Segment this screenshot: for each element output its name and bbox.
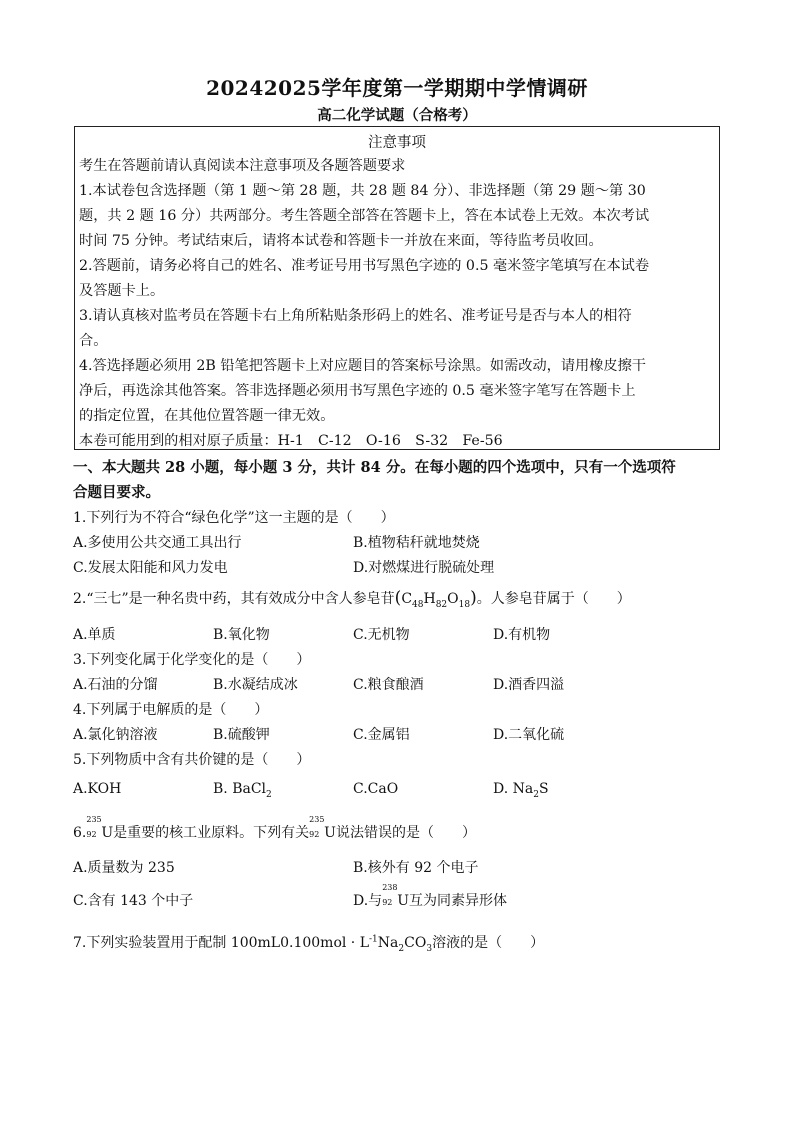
section-instruction: 合题目要求。 bbox=[73, 484, 160, 501]
section-instruction: 一、本大题共 28 小题，每小题 3 分，共计 84 分。在每小题的四个选项中，只有一个选项符 bbox=[73, 459, 676, 476]
question-3-option-c[interactable]: C.粮食酿酒 bbox=[353, 677, 424, 693]
page-title: 20242025学年度第一学期期中学情调研 bbox=[206, 76, 588, 100]
formula-paren: ) bbox=[470, 588, 477, 608]
ginsenoside-formula bbox=[401, 591, 471, 610]
question-3-stem: 3.下列变化属于化学变化的是（ ） bbox=[73, 652, 311, 668]
formula-subscript: 2 bbox=[266, 789, 272, 800]
question-3-option-d[interactable]: D.酒香四溢 bbox=[493, 677, 565, 693]
question-6-stem bbox=[73, 815, 476, 842]
notice-line: 时间 75 分钟。考试结束后，请将本试卷和答题卡一并放在来面，等待监考员收回。 bbox=[79, 233, 603, 249]
isotope-atomic-number: 92 bbox=[86, 830, 97, 839]
question-7-stem-text: 7.下列实验装置用于配制 100mL0.100mol · L bbox=[73, 935, 370, 951]
question-2-stem bbox=[73, 588, 631, 608]
question-2-option-c[interactable]: C.无机物 bbox=[353, 627, 410, 643]
notice-box bbox=[74, 126, 720, 450]
isotope-mass-number: 235 bbox=[309, 815, 325, 824]
question-2-option-d[interactable]: D.有机物 bbox=[493, 627, 551, 643]
question-1-option-b[interactable]: B.植物秸秆就地焚烧 bbox=[353, 535, 480, 551]
formula-element: O bbox=[447, 591, 459, 607]
formula-element: CO bbox=[404, 935, 427, 951]
notice-line: 题，共 2 题 16 分）共两部分。考生答题全部答在答题卡上，答在本试卷上无效。本次考试 bbox=[79, 208, 650, 224]
formula-subscript: 82 bbox=[435, 599, 448, 610]
uranium-238-isotope bbox=[382, 883, 398, 907]
question-4-option-a[interactable]: A.氯化钠溶液 bbox=[73, 727, 158, 743]
question-6-option-b[interactable]: B.核外有 92 个电子 bbox=[353, 860, 479, 876]
formula-superscript: -1 bbox=[369, 934, 378, 945]
formula-subscript: 48 bbox=[412, 599, 424, 610]
question-1-option-d[interactable]: D.对燃煤进行脱硫处理 bbox=[353, 560, 495, 576]
notice-line: 合。 bbox=[79, 333, 108, 349]
element-symbol: U bbox=[324, 825, 336, 841]
question-6-stem-text: 是重要的核工业原料。下列有关 bbox=[113, 825, 310, 841]
question-1-stem: 1.下列行为不符合“绿色化学”这一主题的是（ ） bbox=[73, 510, 395, 526]
page-subtitle: 高二化学试题（合格考） bbox=[317, 107, 477, 124]
uranium-235-isotope bbox=[309, 815, 325, 839]
isotope-atomic-number: 92 bbox=[309, 830, 320, 839]
question-2-option-a[interactable]: A.单质 bbox=[73, 627, 116, 643]
element-symbol: U bbox=[101, 825, 114, 841]
option-text: B. BaCl bbox=[213, 781, 267, 797]
notice-line: 3.请认真核对监考员在答题卡右上角所粘贴条形码上的姓名、准考证号是否与本人的相符 bbox=[79, 308, 632, 324]
question-3-option-b[interactable]: B.水凝结成冰 bbox=[213, 677, 298, 693]
question-2-stem-text: 2.“三七”是一种名贵中药，其有效成分中含人参皂苷 bbox=[73, 591, 395, 607]
formula-subscript: 18 bbox=[458, 599, 471, 610]
formula-element: C bbox=[401, 591, 413, 607]
isotope-atomic-number: 92 bbox=[382, 898, 393, 907]
notice-heading: 注意事项 bbox=[368, 135, 426, 151]
question-5-option-c[interactable]: C.CaO bbox=[353, 781, 399, 797]
question-7-stem-text: 溶液的是（ ） bbox=[432, 935, 545, 951]
question-4-option-d[interactable]: D.二氧化硫 bbox=[493, 727, 565, 743]
isotope-mass-number: 235 bbox=[86, 815, 102, 824]
option-text: D.与 bbox=[353, 893, 383, 909]
question-2-option-b[interactable]: B.氧化物 bbox=[213, 627, 270, 643]
question-1-option-c[interactable]: C.发展太阳能和风力发电 bbox=[73, 560, 228, 576]
formula-subscript: 2 bbox=[398, 943, 405, 954]
question-7-stem bbox=[73, 932, 544, 952]
question-3-option-a[interactable]: A.石油的分馏 bbox=[73, 677, 158, 693]
notice-line: 4.答选择题必须用 2B 铅笔把答题卡上对应题目的答案标号涂黑。如需改动，请用橡皮擦干 bbox=[79, 358, 646, 374]
question-5-option-a[interactable]: A.KOH bbox=[73, 781, 122, 797]
question-5-stem: 5.下列物质中含有共价键的是（ ） bbox=[73, 752, 311, 768]
uranium-235-isotope bbox=[86, 815, 102, 839]
question-6-option-c[interactable]: C.含有 143 个中子 bbox=[73, 893, 194, 909]
question-6-option-a[interactable]: A.质量数为 235 bbox=[73, 860, 175, 876]
question-number: 6. bbox=[73, 825, 87, 841]
question-4-option-c[interactable]: C.金属铝 bbox=[353, 727, 410, 743]
formula-element: H bbox=[423, 591, 436, 607]
formula-subscript: 3 bbox=[426, 943, 433, 954]
formula-subscript: 2 bbox=[533, 789, 539, 800]
question-6-option-d[interactable] bbox=[353, 883, 507, 910]
question-4-option-b[interactable]: B.硫酸钾 bbox=[213, 727, 270, 743]
notice-line: 的指定位置，在其他位置答题一律无效。 bbox=[79, 408, 335, 424]
notice-line: 2.答题前，请务必将自己的姓名、准考证号用书写黑色字迹的 0.5 毫米签字笔填写在本试卷 bbox=[79, 258, 650, 274]
notice-line: 及答题卡上。 bbox=[79, 283, 165, 299]
option-text: 互为同素异形体 bbox=[409, 893, 507, 909]
notice-line: 本卷可能用到的相对原子质量：H-1 C-12 O-16 S-32 Fe-56 bbox=[79, 433, 503, 449]
formula-paren: ( bbox=[394, 588, 402, 608]
question-5-option-b[interactable] bbox=[213, 781, 272, 800]
formula-element: Na bbox=[377, 935, 399, 951]
question-6-stem-text: 说法错误的是（ ） bbox=[335, 825, 476, 841]
question-1-option-a[interactable]: A.多使用公共交通工具出行 bbox=[73, 535, 242, 551]
option-text: S bbox=[538, 781, 549, 797]
element-symbol: U bbox=[397, 893, 409, 909]
option-text: D. Na bbox=[493, 781, 534, 797]
question-4-stem: 4.下列属于电解质的是（ ） bbox=[73, 702, 269, 718]
notice-line: 考生在答题前请认真阅读本注意事项及各题答题要求 bbox=[79, 158, 406, 174]
notice-line: 净后，再选涂其他答案。答非选择题必须用书写黑色字迹的 0.5 毫米签字笔写在答题卡上 bbox=[79, 383, 636, 399]
question-2-stem-text: 。人参皂苷属于（ ） bbox=[476, 591, 631, 607]
notice-line: 1.本试卷包含选择题（第 1 题～第 28 题，共 28 题 84 分）、非选择题（第 29 题～第 30 bbox=[79, 183, 646, 199]
question-5-option-d[interactable] bbox=[493, 781, 549, 800]
isotope-mass-number: 238 bbox=[382, 883, 398, 892]
